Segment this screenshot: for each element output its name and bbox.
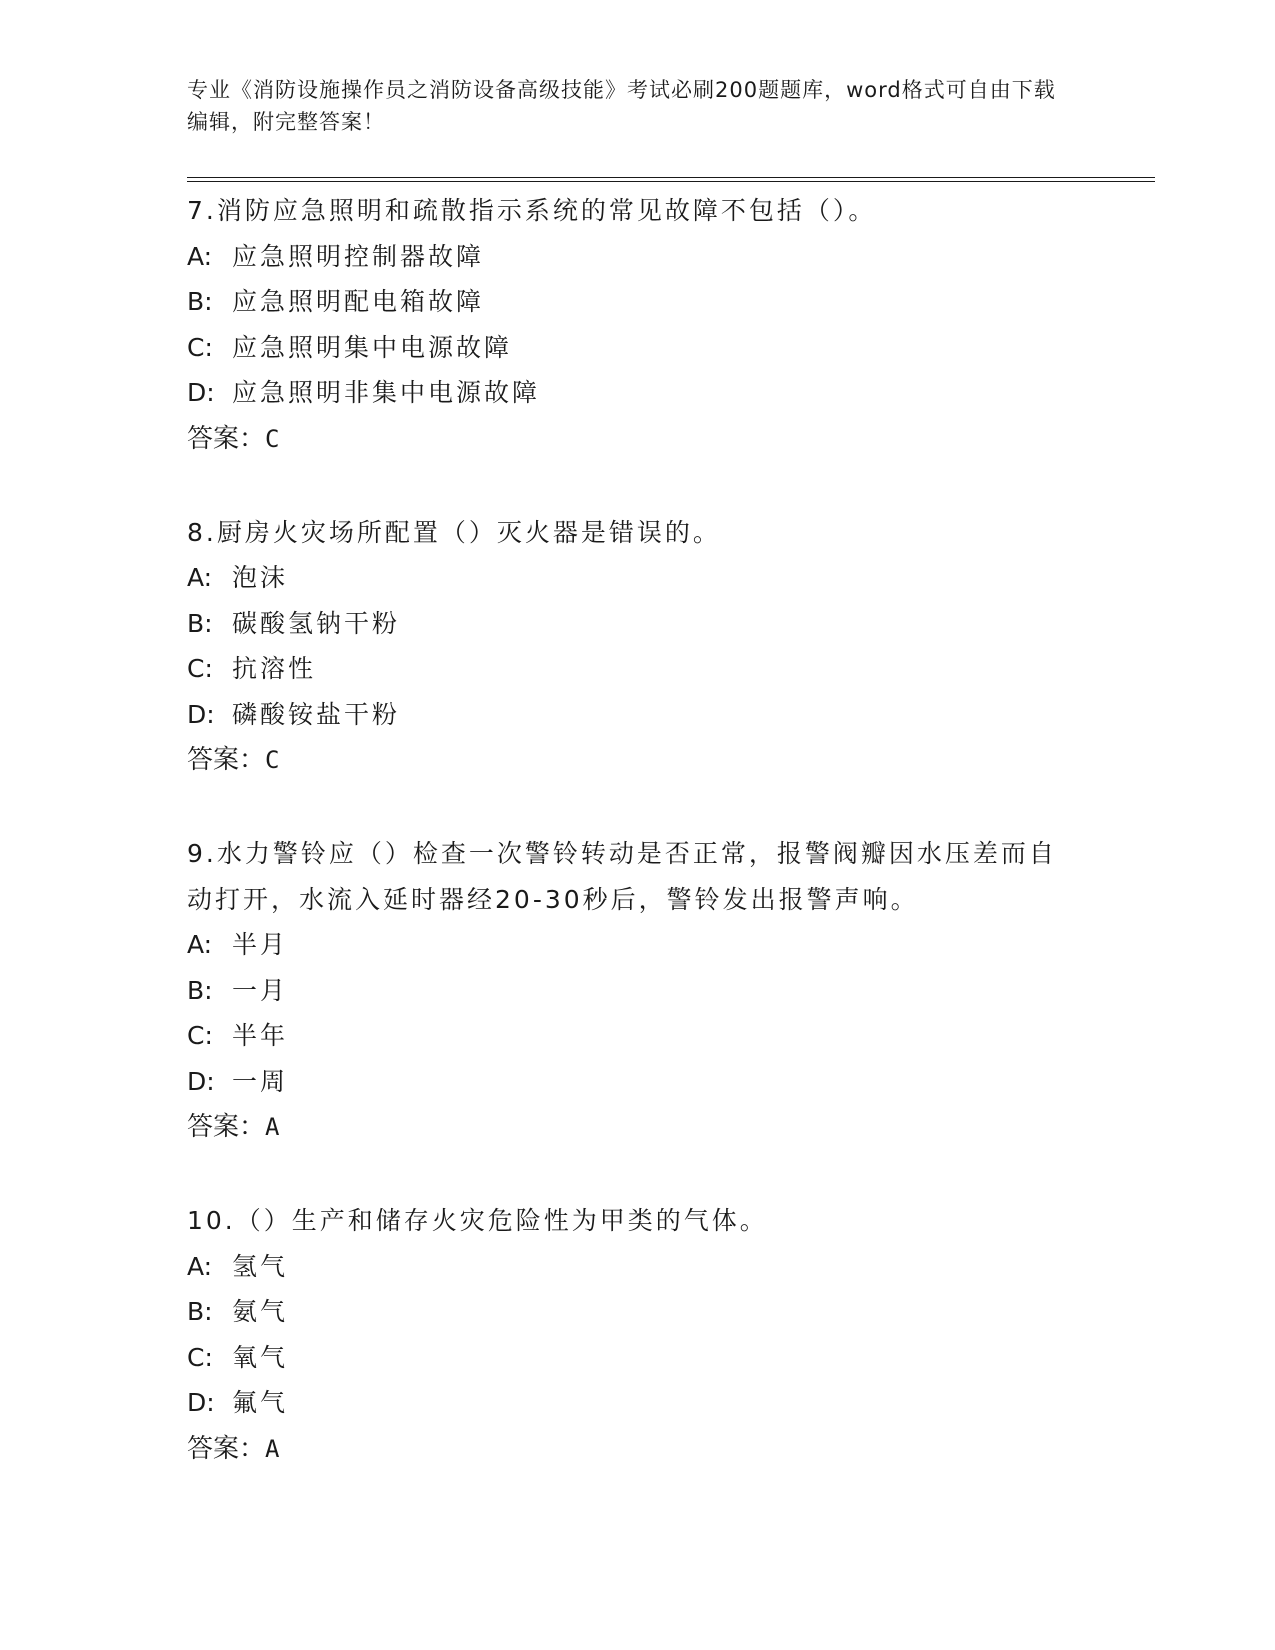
option-text: 泡沫 [232,563,289,592]
option-b [187,601,1067,647]
option-key: D: [187,1388,215,1417]
option-text: 半月 [232,930,289,959]
option-b [187,1289,1067,1335]
question-list [187,188,1067,1520]
option-d [187,1059,1067,1105]
option-text: 应急照明控制器故障 [232,241,485,271]
option-key: A: [187,241,213,271]
header-divider-bottom [187,181,1155,182]
option-d [187,370,1067,416]
question-text: 9.水力警铃应（）检查一次警铃转动是否正常，报警阀瓣因水压差而自动打开，水流入延时器经20-30秒后，警铃发出报警声响。 [187,839,1057,914]
question-7 [187,188,1067,462]
option-key: C: [187,654,213,683]
option-key: C: [187,332,213,362]
option-d [187,1380,1067,1426]
answer-label: 答案： [187,1112,266,1142]
option-key: D: [187,378,215,407]
answer-value: A [265,1434,280,1463]
option-key: A: [187,563,213,592]
option-key: B: [187,608,213,638]
option-key: D: [187,1066,215,1096]
option-b [187,968,1067,1014]
answer-label: 答案： [187,423,266,454]
option-a [187,1244,1067,1290]
question-text: 7.消防应急照明和疏散指示系统的常见故障不包括（）。 [187,196,877,225]
option-text: 应急照明集中电源故障 [232,332,513,362]
answer-line [187,737,1067,783]
option-key: B: [187,287,213,316]
answer-value: C [265,746,280,774]
answer-line [187,1426,1067,1472]
option-text: 氟气 [232,1388,289,1417]
option-text: 磷酸铵盐干粉 [232,699,401,729]
option-key: C: [187,1342,213,1372]
document-header: 专业《消防设施操作员之消防设备高级技能》考试必刷200题题库，word格式可自由下载编辑，附完整答案！ [187,78,1056,134]
header-divider-top [187,177,1155,178]
answer-label: 答案： [187,745,266,775]
option-c [187,646,1067,692]
option-b [187,279,1067,325]
answer-value: C [265,424,280,453]
option-text: 氨气 [232,1297,289,1326]
option-key: B: [187,975,213,1005]
answer-line [187,416,1067,462]
option-a [187,234,1067,280]
option-text: 氧气 [232,1342,289,1372]
option-key: A: [187,930,213,959]
question-9 [187,831,1067,1150]
question-text: 10.（）生产和储存火灾危险性为甲类的气体。 [187,1206,768,1235]
option-key: C: [187,1021,213,1050]
option-c [187,325,1067,371]
option-a [187,555,1067,601]
question-10 [187,1198,1067,1472]
option-text: 应急照明配电箱故障 [232,287,485,316]
answer-line [187,1104,1067,1150]
option-c [187,1335,1067,1381]
option-key: A: [187,1251,213,1281]
option-key: D: [187,699,215,729]
option-d [187,692,1067,738]
answer-label: 答案： [187,1433,266,1464]
option-text: 一周 [232,1066,289,1096]
option-text: 应急照明非集中电源故障 [232,378,541,407]
answer-value: A [265,1113,280,1141]
option-text: 氢气 [232,1251,289,1281]
option-key: B: [187,1297,213,1326]
option-text: 碳酸氢钠干粉 [232,608,401,638]
option-text: 一月 [232,975,289,1005]
option-c [187,1013,1067,1059]
question-text: 8.厨房火灾场所配置（）灭火器是错误的。 [187,517,721,547]
option-a [187,922,1067,968]
option-text: 抗溶性 [232,654,317,683]
question-8 [187,510,1067,784]
option-text: 半年 [232,1021,289,1050]
